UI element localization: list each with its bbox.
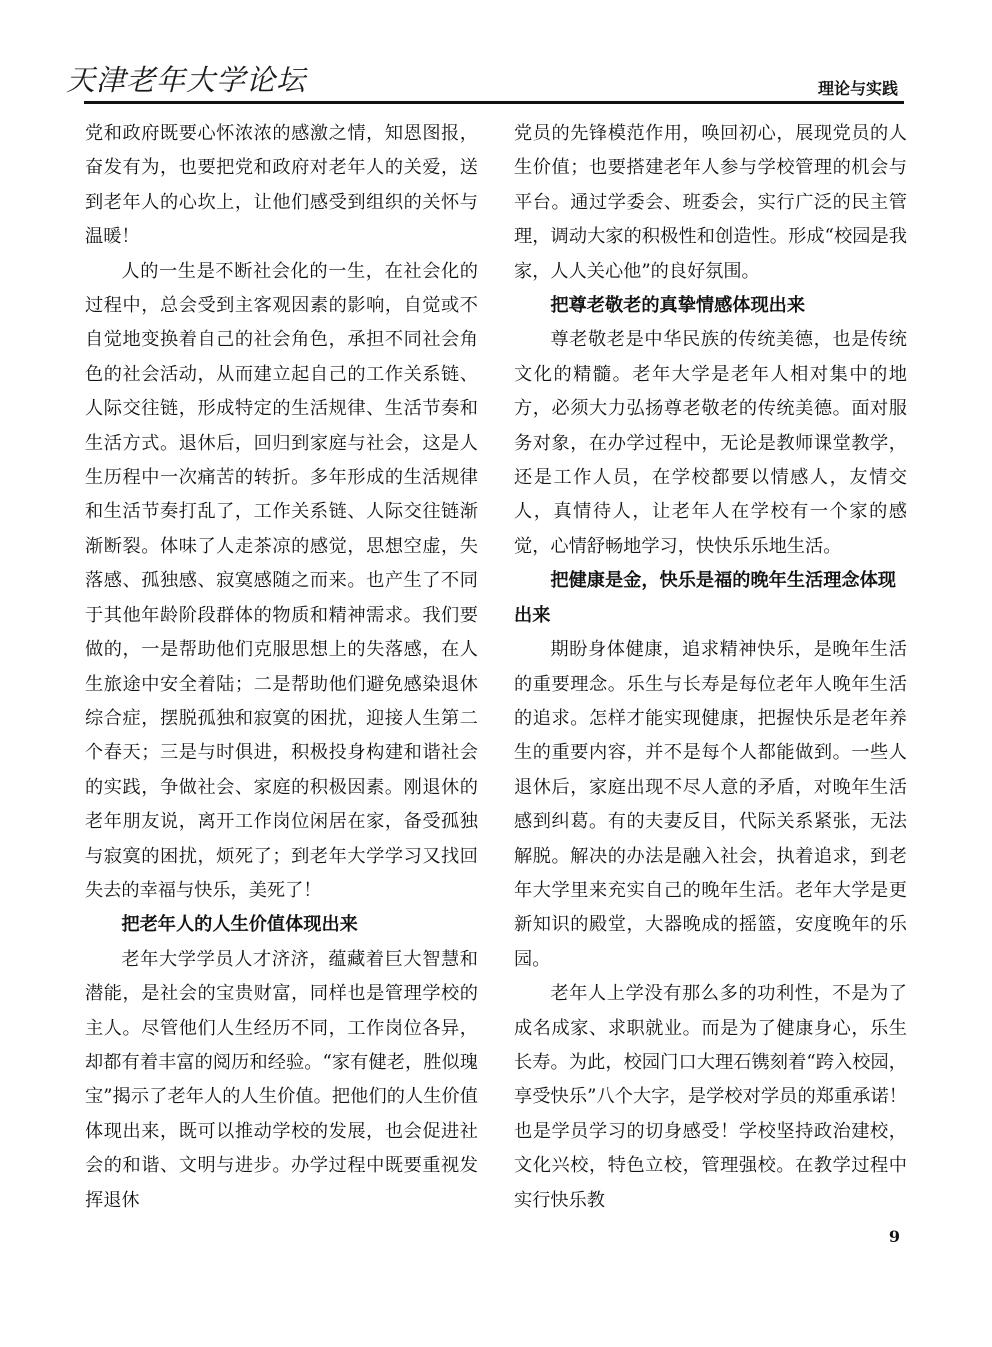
section-heading: 把老年人的人生价值体现出来	[121, 914, 358, 936]
header-rule	[84, 101, 904, 104]
page-number: 9	[888, 1227, 900, 1246]
paragraph: 老年大学学员人才济济，蕴藏着巨大智慧和潜能，是社会的宝贵财富，同样也是管理学校的主人。尽管他们人生经历不同，工作岗位各异，却都有着丰富的阅历和经验。“家有健老，胜似瑰宝”揭示了老年人的人生价值。把他们的人生价值体现出来，既可以推动学校的发展，也会促进社会的和谐、文明与进步。办学过程中既要重视发挥退休	[85, 948, 478, 1211]
section-heading: 把尊老敬老的真挚情感体现出来	[550, 295, 806, 317]
left-column	[85, 117, 478, 1218]
paragraph: 尊老敬老是中华民族的传统美德，也是传统文化的精髓。老年大学是老年人相对集中的地方，必须大力弘扬尊老敬老的传统美德。面对服务对象，在办学过程中，无论是教师课堂教学，还是工作人员，在学校都要以情感人，友情交人，真情待人，让老年人在学校有一个家的感觉，心情舒畅地学习，快快乐乐地生活。	[514, 329, 907, 557]
paragraph: 老年人上学没有那么多的功利性，不是为了成名成家、求职就业。而是为了健康身心，乐生长寿。为此，校园门口大理石镌刻着“跨入校园，享受快乐”八个大字，是学校对学员的郑重承诺！也是学员学习的切身感受！学校坚持政治建校，文化兴校，特色立校，管理强校。在教学过程中实行快乐教	[514, 983, 907, 1211]
paragraph: 期盼身体健康，追求精神快乐，是晚年生活的重要理念。乐生与长寿是每位老年人晚年生活的追求。怎样才能实现健康，把握快乐是老年养生的重要内容，并不是每个人都能做到。一些人退休后，家庭出现不尽人意的矛盾，对晚年生活感到纠葛。有的夫妻反目，代际关系紧张，无法解脱。解决的办法是融入社会，执着追求，到老年大学里来充实自己的晚年生活。老年大学是更新知识的殿堂，大器晚成的摇篮，安度晚年的乐园。	[514, 639, 907, 970]
paragraph: 人的一生是不断社会化的一生，在社会化的过程中，总会受到主客观因素的影响，自觉或不自觉地变换着自己的社会角色，承担不同社会角色的社会活动，从而建立起自己的工作关系链、人际交往链，形成特定的生活规律、生活节奏和生活方式。退休后，回归到家庭与社会，这是人生历程中一次痛苦的转折。多年形成的生活规律和生活节奏打乱了，工作关系链、人际交往链渐渐断裂。体味了人走茶凉的感觉，思想空虚，失落感、孤独感、寂寞感随之而来。也产生了不同于其他年龄阶段群体的物质和精神需求。我们要做的，一是帮助他们克服思想上的失落感，在人生旅途中安全着陆；二是帮助他们避免感染退休综合症，摆脱孤独和寂寞的困扰，迎接人生第二个春天；三是与时俱进，积极投身构建和谐社会的实践，争做社会、家庭的积极因素。刚退休的老年朋友说，离开工作岗位闲居在家，备受孤独与寂寞的困扰，烦死了；到老年大学学习又找回失去的幸福与快乐，美死了！	[85, 260, 478, 901]
section-heading: 把健康是金，快乐是福的晚年生活理念体现出来	[514, 570, 896, 626]
paragraph: 党员的先锋模范作用，唤回初心，展现党员的人生价值；也要搭建老年人参与学校管理的机会与平台。通过学委会、班委会，实行广泛的民主管理，调动大家的积极性和创造性。形成“校园是我家，人人关心他”的良好氛围。	[514, 123, 907, 282]
section-title: 理论与实践	[817, 79, 898, 98]
paragraph: 党和政府既要心怀浓浓的感激之情，知恩图报，奋发有为，也要把党和政府对老年人的关爱，送到老年人的心坎上，让他们感受到组织的关怀与温暖！	[85, 123, 478, 248]
right-column	[514, 117, 907, 1218]
journal-masthead: 天津老年大学论坛	[66, 63, 307, 97]
